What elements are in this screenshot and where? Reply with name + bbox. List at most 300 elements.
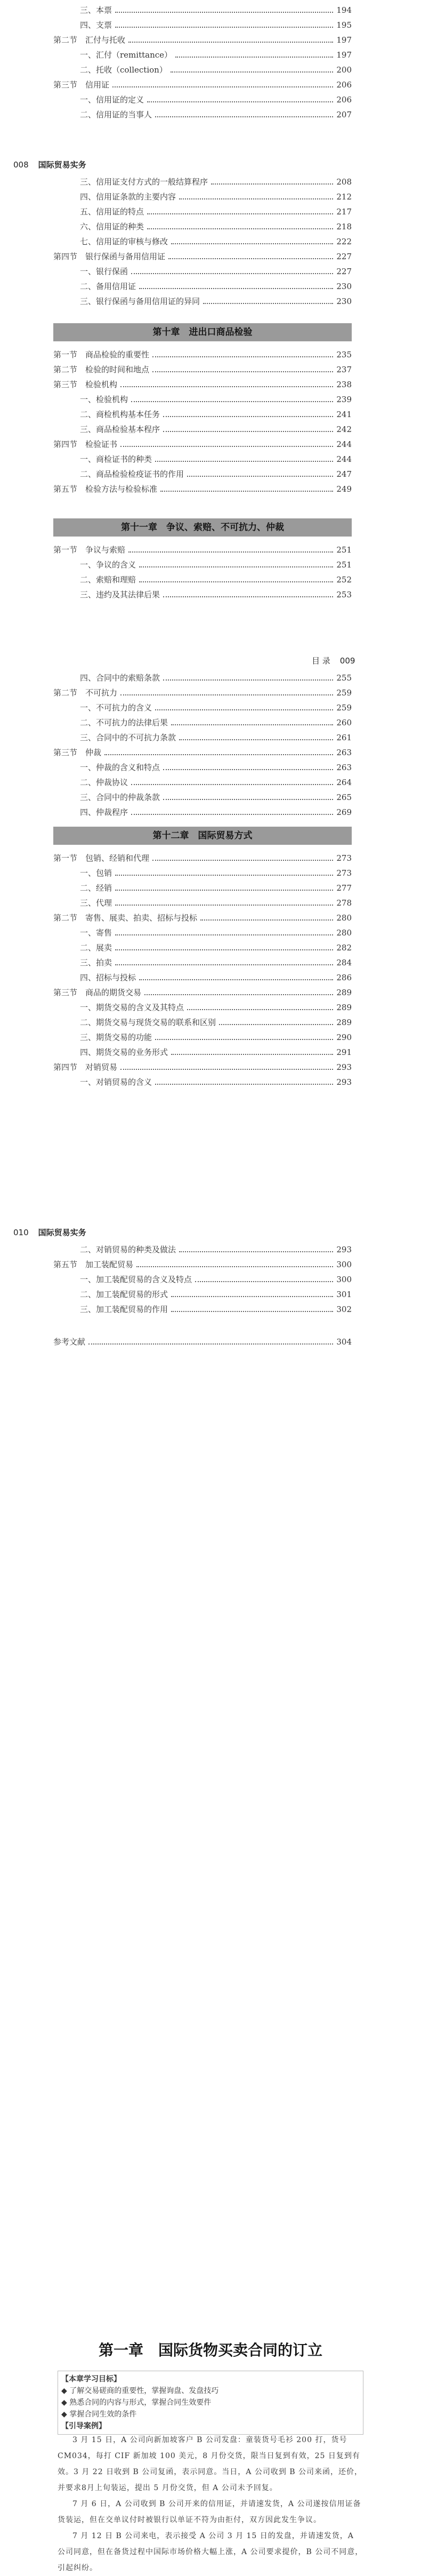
toc-section-line[interactable] <box>53 483 352 495</box>
leader-dots <box>163 589 333 597</box>
leader-dots <box>171 236 333 244</box>
toc-page-number: 300 <box>336 1275 352 1284</box>
case-paragraphs <box>58 2432 363 2572</box>
toc-page-4 <box>53 1244 352 1318</box>
leader-dots <box>147 94 333 102</box>
toc-subsection-line[interactable] <box>53 64 352 76</box>
leader-dots <box>128 544 333 553</box>
toc-entry-label: 二、备用信用证 <box>80 282 136 291</box>
case-header: 【引导案例】 <box>61 2422 106 2430</box>
toc-page-number: 242 <box>336 425 352 434</box>
toc-subsection-line[interactable] <box>53 1289 352 1300</box>
toc-subsection-line[interactable] <box>53 1046 352 1058</box>
section-number: 第四节 <box>53 1062 78 1072</box>
toc-page-number: 251 <box>336 560 352 570</box>
toc-subsection-line[interactable] <box>53 236 352 247</box>
toc-entry-label: 二、商检机构基本任务 <box>80 410 160 419</box>
toc-section-line[interactable] <box>53 687 352 699</box>
leader-dots <box>147 206 333 214</box>
toc-page-number: 217 <box>336 207 352 217</box>
toc-entry-label: 二、信用证的当事人 <box>80 110 152 119</box>
toc-page-number: 273 <box>336 853 352 863</box>
leader-dots <box>219 1017 333 1025</box>
leader-dots <box>163 791 333 800</box>
toc-page-number: 241 <box>336 410 352 419</box>
leader-dots <box>155 453 333 462</box>
toc-entry-label: 三、合同中的仲裁条款 <box>80 793 160 802</box>
toc-subsection-line[interactable] <box>53 574 352 586</box>
toc-subsection-line[interactable] <box>53 1002 352 1013</box>
toc-page-number: 302 <box>336 1305 352 1314</box>
toc-entry-label: 一、寄售 <box>80 928 112 938</box>
toc-page-number: 289 <box>336 1018 352 1027</box>
section-title: 仲裁 <box>85 748 102 757</box>
leader-dots <box>155 1076 333 1085</box>
toc-entry-label: 一、对销贸易的含义 <box>80 1077 152 1087</box>
leader-dots <box>128 34 333 43</box>
toc-subsection-line[interactable] <box>53 1017 352 1028</box>
toc-subsection-line[interactable] <box>53 206 352 218</box>
toc-subsection-line[interactable] <box>53 266 352 277</box>
toc-page-number: 227 <box>336 252 352 261</box>
section-title: 包销、经销和代理 <box>85 853 150 863</box>
leader-dots <box>112 79 333 87</box>
leader-dots <box>171 717 333 725</box>
leader-dots <box>88 1336 333 1345</box>
toc-page-number: 207 <box>336 110 352 119</box>
toc-page-number: 282 <box>336 943 352 953</box>
leader-dots <box>115 927 333 935</box>
toc-subsection-line[interactable] <box>53 882 352 894</box>
toc-page-number: 263 <box>336 748 352 757</box>
toc-page-number: 255 <box>336 673 352 683</box>
toc-entry-label: 三、违约及其法律后果 <box>80 590 160 599</box>
toc-subsection-line[interactable] <box>53 1303 352 1315</box>
toc-page-number: 293 <box>336 1062 352 1072</box>
toc-entry-label: 二、商品检验检疫证书的作用 <box>80 469 184 479</box>
toc-entry-label <box>53 912 197 924</box>
leader-dots <box>160 483 333 492</box>
section-title: 商品检验的重要性 <box>85 350 150 359</box>
toc-page-number: 238 <box>336 380 352 389</box>
toc-entry-label: 五、信用证的特点 <box>80 207 144 217</box>
toc-entry-label: 二、展卖 <box>80 943 112 953</box>
toc-subsection-line[interactable] <box>53 409 352 420</box>
toc-subsection-line[interactable] <box>53 394 352 405</box>
toc-subsection-line[interactable] <box>53 559 352 571</box>
leader-dots <box>147 221 333 229</box>
section-number: 第二节 <box>53 365 78 374</box>
leader-dots <box>139 574 333 582</box>
leader-dots <box>163 409 333 417</box>
toc-page-number: 230 <box>336 282 352 291</box>
leader-dots <box>163 762 333 770</box>
toc-subsection-line[interactable] <box>53 732 352 743</box>
toc-subsection-line[interactable] <box>53 791 352 803</box>
chapter-12-section <box>53 821 352 1091</box>
toc-subsection-line[interactable] <box>53 4 352 16</box>
toc-entry-label <box>53 987 141 998</box>
toc-section-line[interactable] <box>53 34 352 46</box>
toc-subsection-line[interactable] <box>53 94 352 106</box>
toc-subsection-line[interactable] <box>53 221 352 233</box>
toc-entry-label <box>53 852 149 864</box>
leader-dots <box>179 732 333 740</box>
toc-subsection-line[interactable] <box>53 589 352 601</box>
toc-subsection-line[interactable] <box>53 19 352 31</box>
leader-dots <box>144 987 333 995</box>
leader-dots <box>171 1289 333 1297</box>
toc-entry-label <box>53 251 165 262</box>
toc-entry-label: 一、信用证的定义 <box>80 95 144 105</box>
leader-dots <box>131 266 333 274</box>
toc-page-number: 269 <box>336 807 352 817</box>
section-number: 第五节 <box>53 1260 78 1269</box>
toc-entry-label: 一、期货交易的含义及其特点 <box>80 1003 184 1012</box>
toc-page-number: 259 <box>336 688 352 698</box>
toc-entry-label: 一、加工装配贸易的含义及特点 <box>80 1275 192 1284</box>
toc-entry-label: 四、信用证条款的主要内容 <box>80 192 176 202</box>
section-title: 商品的期货交易 <box>85 988 142 997</box>
toc-entry-label <box>53 379 117 390</box>
leader-dots <box>139 559 333 567</box>
toc-section-line[interactable] <box>53 1259 352 1270</box>
book-title: 国际贸易实务 <box>38 1228 86 1237</box>
toc-entry-label <box>53 483 157 495</box>
toc-page-number: 218 <box>336 222 352 231</box>
toc-subsection-line[interactable] <box>53 806 352 818</box>
chapter-1-title: 第一章 国际货物买卖合同的订立 <box>98 2341 322 2359</box>
toc-page-number: 244 <box>336 439 352 449</box>
toc-subsection-line[interactable] <box>53 1076 352 1088</box>
study-goals-header: 【本章学习目标】 <box>61 2375 121 2383</box>
toc-page-number: 277 <box>336 883 352 893</box>
toc-entry-label: 一、争议的含义 <box>80 560 136 570</box>
toc-subsection-line[interactable] <box>53 1031 352 1043</box>
toc-subsection-line[interactable] <box>53 957 352 969</box>
study-goal-item: ◆ 掌握合同生效的条件 <box>61 2410 137 2419</box>
references-page: 304 <box>336 1337 352 1347</box>
section-title: 银行保函与备用信用证 <box>85 252 166 261</box>
toc-entry-label: 一、仲裁的含义和特点 <box>80 763 160 772</box>
toc-entry-label <box>53 349 149 361</box>
page-header-010 <box>13 1227 86 1238</box>
toc-subsection-line[interactable] <box>53 942 352 954</box>
toc-page-number: 230 <box>336 297 352 306</box>
toc-section-line[interactable] <box>53 987 352 998</box>
section-number: 第一节 <box>53 545 78 555</box>
section-number: 第三节 <box>53 80 78 90</box>
toc-entry-label <box>53 1061 117 1073</box>
toc-page-number: 293 <box>336 1077 352 1087</box>
toc-entry-label: 一、商检证书的种类 <box>80 454 152 464</box>
toc-subsection-line[interactable] <box>53 453 352 465</box>
toc-entry-label <box>53 687 117 699</box>
section-title: 汇付与托收 <box>85 35 126 45</box>
toc-subsection-line[interactable] <box>53 109 352 121</box>
book-title: 国际贸易实务 <box>38 160 86 170</box>
toc-page-number: 260 <box>336 718 352 727</box>
toc-page-number: 235 <box>336 350 352 359</box>
toc-page-number: 249 <box>336 484 352 494</box>
leader-dots <box>120 438 333 447</box>
toc-page-number: 284 <box>336 958 352 967</box>
section-title: 对销贸易 <box>85 1062 118 1072</box>
toc-subsection-line[interactable] <box>53 176 352 188</box>
leader-dots <box>115 942 333 950</box>
toc-entry-label <box>53 438 117 450</box>
toc-page-number: 195 <box>336 20 352 30</box>
toc-entry-label: 二、加工装配贸易的形式 <box>80 1290 168 1299</box>
toc-page-number: 280 <box>336 928 352 938</box>
section-title: 争议与索赔 <box>85 545 126 555</box>
toc-page-number: 253 <box>336 590 352 599</box>
section-number: 第三节 <box>53 988 78 997</box>
toc-subsection-line[interactable] <box>53 281 352 292</box>
toc-page-number: 227 <box>336 267 352 276</box>
leader-dots <box>115 867 333 876</box>
toc-page-number: 237 <box>336 365 352 374</box>
toc-page-number: 251 <box>336 545 352 555</box>
toc-entry-label: 三、本票 <box>80 5 112 15</box>
toc-page-2 <box>53 176 352 310</box>
leader-dots <box>195 1274 333 1282</box>
leader-dots <box>152 364 333 372</box>
toc-section-line[interactable] <box>53 251 352 262</box>
toc-subsection-line[interactable] <box>53 423 352 435</box>
paragraph: 3 月 15 日，A 公司向新加坡客户 B 公司发盘：童装货号毛衫 200 打，货号 CM034，每打 CIF 新加坡 100 美元，8 月份交货，限当日复到有效，25 日复到有效。3 月 22 日收到 B 公司复函，表示同意。当日，A 公司收到 B 公司来函，还价，并要求8月上旬装运，提出 5 月份交货，但 A 公司未予回复。 <box>58 2436 363 2492</box>
toc-page-number: 286 <box>336 973 352 982</box>
toc-entry-label: 三、商品检验基本程序 <box>80 425 160 434</box>
toc-entry-label: 一、银行保函 <box>80 267 128 276</box>
toc-entry-label: 三、银行保函与备用信用证的异同 <box>80 297 200 306</box>
toc-page-number: 289 <box>336 1003 352 1012</box>
toc-entry-label: 六、信用证的种类 <box>80 222 144 231</box>
study-goal-item: ◆ 了解交易磋商的重要性，掌握询盘、发盘技巧 <box>61 2387 219 2395</box>
toc-page-number: 273 <box>336 868 352 878</box>
leader-dots <box>171 1303 333 1312</box>
leader-dots <box>155 1031 333 1040</box>
toc-entry-label: 二、期货交易与现货交易的联系和区别 <box>80 1018 216 1027</box>
section-number: 第二节 <box>53 688 78 698</box>
leader-dots <box>203 295 333 304</box>
section-number: 第四节 <box>53 439 78 449</box>
toc-entry-label: 一、不可抗力的含义 <box>80 703 152 713</box>
chapter-10-section <box>53 318 352 498</box>
leader-dots <box>187 1002 333 1010</box>
toc-entry-label: 七、信用证的审核与修改 <box>80 237 168 246</box>
toc-page-number: 244 <box>336 454 352 464</box>
toc-entry-label: 三、加工装配贸易的作用 <box>80 1305 168 1314</box>
toc-page-number: 252 <box>336 575 352 585</box>
section-number: 第四节 <box>53 252 78 261</box>
toc-entry-label: 一、检验机构 <box>80 395 128 404</box>
toc-entry-label: 二、仲裁协议 <box>80 778 128 787</box>
toc-page-number: 206 <box>336 95 352 105</box>
toc-page-1 <box>53 4 352 124</box>
section-title: 寄售、展卖、拍卖、招标与投标 <box>85 913 198 923</box>
toc-section-line[interactable] <box>53 912 352 924</box>
toc-page-number: 197 <box>336 50 352 60</box>
toc-subsection-line[interactable] <box>53 191 352 203</box>
leader-dots <box>120 687 333 695</box>
toc-page-number: 301 <box>336 1290 352 1299</box>
toc-page-number: 208 <box>336 177 352 187</box>
paragraph: 7 月 6 日，A 公司收到 B 公司开来的信用证，并请速发货，A 公司遂按信用证备货装运，但在交单议付时被银行以单证不符为由拒付，双方因此发生争议。 <box>58 2500 361 2524</box>
leader-dots <box>115 882 333 891</box>
toc-entry-label: 三、信用证支付方式的一般结算程序 <box>80 177 208 187</box>
toc-page-number: 222 <box>336 237 352 246</box>
toc-entry-label: 二、托收（collection） <box>80 65 167 75</box>
paragraph: 7 月 12 日 B 公司来电，表示接受 A 公司 3 月 15 日的发盘，并请速发货，A 公司同意，但在备货过程中国际市场价格大幅上涨，A 公司要求提价，B 公司不同意，引起纠纷。 <box>58 2532 363 2572</box>
toc-section-line[interactable] <box>53 379 352 390</box>
toc-section-line[interactable] <box>53 364 352 375</box>
toc-entry-label: 一、汇付（remittance） <box>80 50 173 60</box>
leader-dots <box>120 1061 333 1070</box>
references-line <box>53 1336 352 1351</box>
leader-dots <box>179 1244 333 1252</box>
section-number: 第三节 <box>53 380 78 389</box>
toc-entry-label: 四、合同中的索赔条款 <box>80 673 160 683</box>
toc-subsection-line[interactable] <box>53 762 352 773</box>
section-number: 第二节 <box>53 913 78 923</box>
section-number: 第一节 <box>53 853 78 863</box>
toc-page-number: 200 <box>336 65 352 75</box>
leader-dots <box>163 423 333 432</box>
toc-page-number: 300 <box>336 1260 352 1269</box>
toc-entry-label: 三、期货交易的功能 <box>80 1033 152 1042</box>
section-title: 检验方法与检验标准 <box>85 484 158 494</box>
toc-section-line[interactable] <box>53 852 352 864</box>
toc-page-number: 206 <box>336 80 352 90</box>
toc-page-number: 291 <box>336 1047 352 1057</box>
toc-section-line[interactable] <box>53 544 352 556</box>
toc-entry-label <box>53 364 149 375</box>
toc-entry-label <box>53 34 125 46</box>
toc-page-number: 261 <box>336 733 352 742</box>
section-number: 第五节 <box>53 484 78 494</box>
leader-dots <box>187 468 333 477</box>
toc-section-line[interactable] <box>53 79 352 91</box>
toc-subsection-line[interactable] <box>53 702 352 714</box>
page-number: 008 <box>13 160 29 170</box>
toc-subsection-line[interactable] <box>53 927 352 939</box>
toc-page-number: 278 <box>336 898 352 908</box>
leader-dots <box>136 1259 333 1267</box>
toc-entry-label: 四、期货交易的业务形式 <box>80 1047 168 1057</box>
section-title: 加工装配贸易 <box>85 1260 134 1269</box>
leader-dots <box>171 64 334 73</box>
chapter-11-section <box>53 513 352 604</box>
toc-page-number: 293 <box>336 1245 352 1254</box>
section-number: 第二节 <box>53 35 78 45</box>
section-title: 检验机构 <box>85 380 118 389</box>
toc-page-number: 263 <box>336 763 352 772</box>
leader-dots <box>115 897 333 906</box>
leader-dots <box>131 394 333 402</box>
toc-section-line[interactable] <box>53 747 352 758</box>
toc-entry-label <box>53 1259 133 1270</box>
page-number: 009 <box>339 656 355 666</box>
chapter-11-banner: 第十一章 争议、索赔、不可抗力、仲裁 <box>53 518 352 537</box>
leader-dots <box>120 379 333 387</box>
leader-dots <box>115 957 333 965</box>
toc-page-number: 290 <box>336 1033 352 1042</box>
leader-dots <box>155 702 333 710</box>
references-label[interactable]: 参考文献 <box>53 1337 86 1347</box>
toc-entry-label <box>53 747 101 758</box>
toc-page-number: 259 <box>336 703 352 713</box>
leader-dots <box>200 912 333 921</box>
toc-page-number: 247 <box>336 469 352 479</box>
leader-dots <box>131 777 333 785</box>
toc-subsection-line[interactable] <box>53 897 352 909</box>
toc-entry-label: 三、合同中的不可抗力条款 <box>80 733 176 742</box>
toc-entry-label: 四、仲裁程序 <box>80 807 128 817</box>
toc-entry-label <box>53 544 125 556</box>
toc-subsection-line[interactable] <box>53 1274 352 1285</box>
toc-subsection-line[interactable] <box>53 672 352 684</box>
toc-page-3 <box>53 672 352 821</box>
toc-entry-label <box>53 79 109 91</box>
leader-dots <box>104 747 333 755</box>
toc-section-line[interactable] <box>53 1061 352 1073</box>
page-header-008 <box>13 159 86 170</box>
section-number: 第一节 <box>53 350 78 359</box>
study-goals-box <box>58 2371 363 2435</box>
toc-subsection-line[interactable] <box>53 717 352 729</box>
leader-dots <box>171 1046 333 1055</box>
toc-subsection-line[interactable] <box>53 972 352 983</box>
toc-entry-label: 二、经销 <box>80 883 112 893</box>
section-title: 信用证 <box>85 80 110 90</box>
page-header-009 <box>312 655 355 666</box>
toc-entry-label: 一、包销 <box>80 868 112 878</box>
toc-page-number: 289 <box>336 988 352 997</box>
toc-entry-label: 二、索赔和理赔 <box>80 575 136 585</box>
toc-section-line[interactable] <box>53 438 352 450</box>
toc-subsection-line[interactable] <box>53 49 352 61</box>
leader-dots <box>131 806 333 815</box>
leader-dots <box>211 176 333 185</box>
section-number: 第三节 <box>53 748 78 757</box>
toc-page-number: 197 <box>336 35 352 45</box>
toc-subsection-line[interactable] <box>53 777 352 788</box>
contents-label: 目 录 <box>312 656 330 666</box>
leader-dots <box>139 281 333 289</box>
toc-subsection-line[interactable] <box>53 468 352 480</box>
toc-entry-label: 四、支票 <box>80 20 112 30</box>
leader-dots <box>155 109 333 117</box>
leader-dots <box>115 19 333 28</box>
toc-subsection-line[interactable] <box>53 867 352 879</box>
study-goal-item: ◆ 熟悉合同的内容与形式，掌握合同生效要件 <box>61 2398 212 2407</box>
section-title: 检验证书 <box>85 439 118 449</box>
leader-dots <box>179 191 333 199</box>
leader-dots <box>168 251 333 259</box>
leader-dots <box>163 672 333 681</box>
chapter-10-banner: 第十章 进出口商品检验 <box>53 323 352 341</box>
toc-page-number: 264 <box>336 778 352 787</box>
chapter-12-banner: 第十二章 国际贸易方式 <box>53 827 352 845</box>
page-number: 010 <box>13 1228 29 1237</box>
toc-entry-label: 四、招标与投标 <box>80 973 136 982</box>
toc-section-line[interactable] <box>53 349 352 361</box>
toc-subsection-line[interactable] <box>53 1244 352 1255</box>
toc-page-number: 194 <box>336 5 352 15</box>
toc-entry-label: 二、不可抗力的法律后果 <box>80 718 168 727</box>
toc-subsection-line[interactable] <box>53 295 352 307</box>
